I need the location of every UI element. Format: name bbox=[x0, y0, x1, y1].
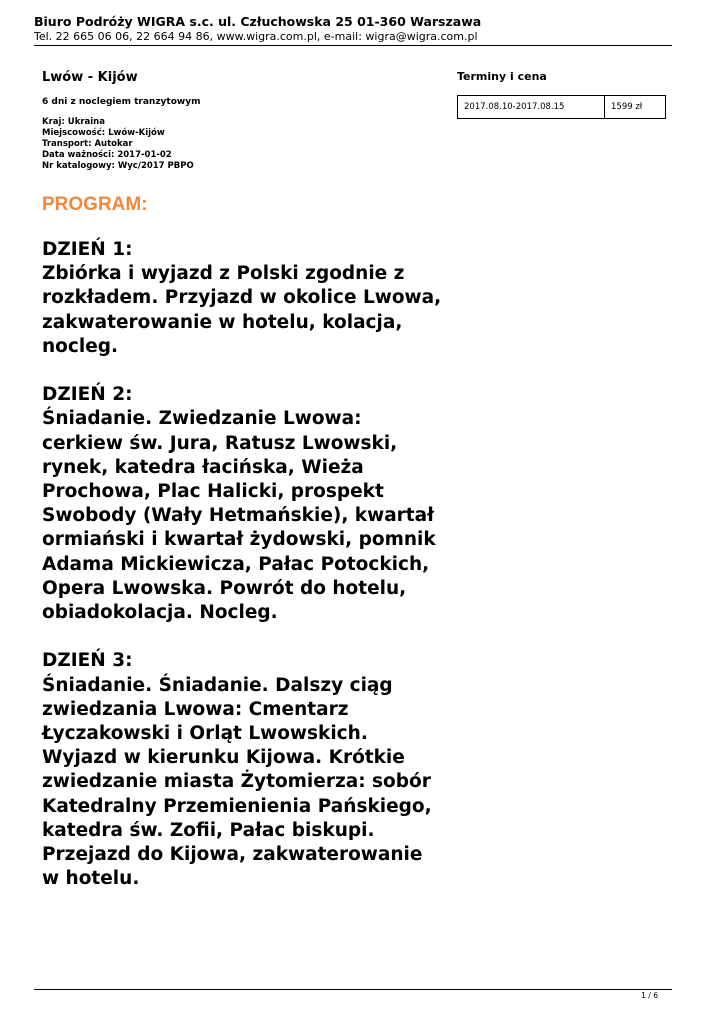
meta-catalog-number: Nr katalogowy: Wyc/2017 PBPO bbox=[42, 161, 194, 171]
day-1-title: DZIEŃ 1: bbox=[42, 239, 133, 260]
trip-subtitle: 6 dni z noclegiem tranzytowym bbox=[42, 97, 201, 107]
terms-panel bbox=[457, 70, 667, 119]
company-name: Biuro Podróży WIGRA s.c. ul. Człuchowska 25 01-360 Warszawa bbox=[34, 14, 482, 29]
day-3-description: Śniadanie. Śniadanie. Dalszy ciąg zwiedzania Lwowa: Cmentarz Łyczakowski i Orląt Lwowskich. Wyjazd w kierunku Kijowa. Krótkie zwiedzanie miasta Żytomierza: sobór Katedralny Przemienienia Pańskiego, katedra św. Zofii, Pałac biskupi. Przejazd do Kijowa, zakwaterowanie w hotelu. bbox=[42, 674, 432, 890]
day-2-description: Śniadanie. Zwiedzanie Lwowa: cerkiew św. Jura, Ratusz Lwowski, rynek, katedra łacińska, Wieża Prochowa, Plac Halicki, prospekt Swobody (Wały Hetmańskie), kwartał ormiański i kwartał żydowski, pomnik Adama Mickiewicza, Pałac Potockich, Opera Lwowska. Powrót do hotelu, obiadokolacja. Nocleg. bbox=[42, 408, 436, 624]
meta-valid-date: Data ważności: 2017-01-02 bbox=[42, 150, 172, 160]
company-contact: Tel. 22 665 06 06, 22 664 94 86, www.wigra.com.pl, e-mail: wigra@wigra.com.pl bbox=[34, 30, 478, 43]
program-days bbox=[42, 238, 442, 891]
day-3-title: DZIEŃ 3: bbox=[42, 650, 133, 672]
day-2 bbox=[42, 383, 442, 625]
trip-title: Lwów - Kijów bbox=[42, 70, 138, 85]
terms-heading: Terminy i cena bbox=[457, 70, 547, 83]
trip-meta-list bbox=[42, 117, 442, 172]
footer-divider bbox=[34, 989, 672, 990]
meta-location: Miejscowość: Lwów-Kijów bbox=[42, 128, 165, 138]
table-row bbox=[458, 96, 666, 119]
day-2-title: DZIEŃ 2: bbox=[42, 384, 133, 406]
meta-country: Kraj: Ukraina bbox=[42, 117, 105, 127]
program-heading: PROGRAM: bbox=[42, 194, 148, 215]
trip-details bbox=[42, 70, 442, 916]
meta-transport: Transport: Autokar bbox=[42, 139, 133, 149]
term-dates: 2017.08.10-2017.08.15 bbox=[458, 96, 605, 119]
terms-table bbox=[457, 95, 666, 119]
day-1-description: Zbiórka i wyjazd z Polski zgodnie z rozkładem. Przyjazd w okolice Lwowa, zakwaterowanie w hotelu, kolacja, nocleg. bbox=[42, 263, 442, 357]
header-divider bbox=[34, 45, 672, 46]
page-number: 1 / 6 bbox=[641, 991, 658, 1000]
term-price: 1599 zł bbox=[605, 96, 666, 119]
document-header bbox=[34, 14, 672, 44]
day-1 bbox=[42, 238, 442, 359]
day-3 bbox=[42, 649, 442, 891]
